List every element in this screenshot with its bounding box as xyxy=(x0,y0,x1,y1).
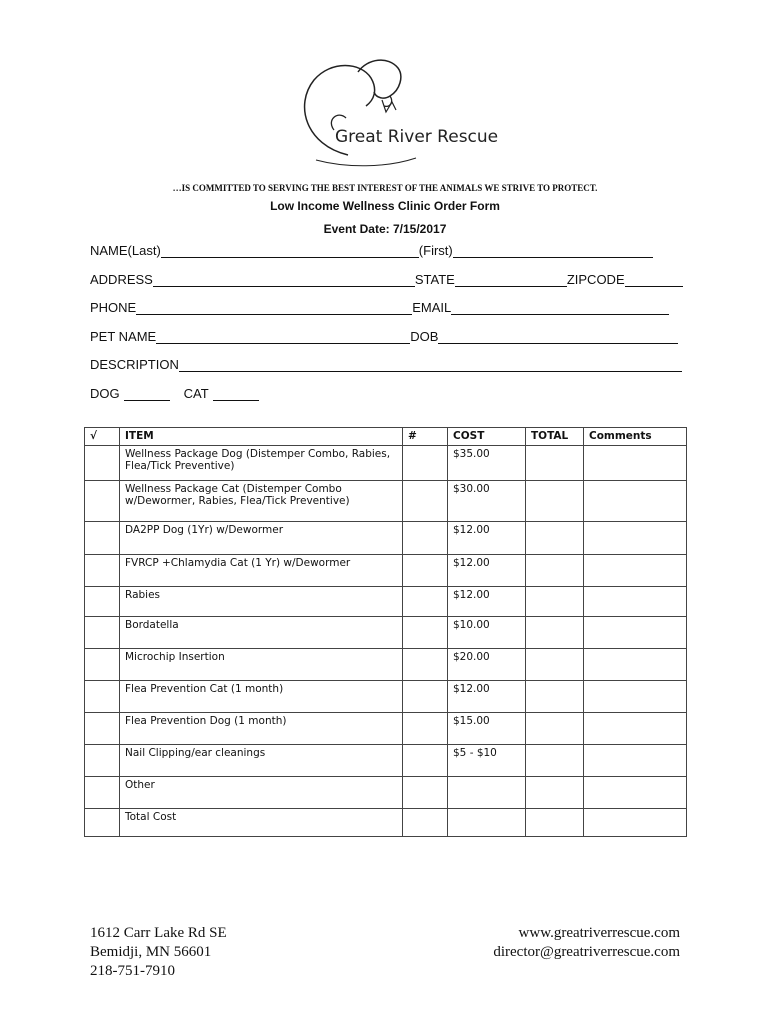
state-field[interactable] xyxy=(455,272,567,287)
cost-cell xyxy=(448,809,526,837)
col-total-header: TOTAL xyxy=(526,428,584,446)
table-row xyxy=(85,713,687,745)
check-cell[interactable] xyxy=(85,522,120,555)
comments-cell[interactable] xyxy=(584,522,687,555)
qty-cell[interactable] xyxy=(403,446,448,481)
phone-row xyxy=(90,297,669,315)
cost-cell: $12.00 xyxy=(448,555,526,587)
check-cell[interactable] xyxy=(85,777,120,809)
qty-cell[interactable] xyxy=(403,555,448,587)
address-row xyxy=(90,269,683,287)
item-cell: Nail Clipping/ear cleanings xyxy=(120,745,403,777)
dog-field[interactable] xyxy=(124,386,170,401)
table-row xyxy=(85,522,687,555)
comments-cell[interactable] xyxy=(584,777,687,809)
comments-cell[interactable] xyxy=(584,481,687,522)
total-cell[interactable] xyxy=(526,681,584,713)
email-field[interactable] xyxy=(451,300,669,315)
qty-cell[interactable] xyxy=(403,713,448,745)
table-row xyxy=(85,446,687,481)
comments-cell[interactable] xyxy=(584,809,687,837)
pet-name-row xyxy=(90,326,678,344)
item-cell: Wellness Package Dog (Distemper Combo, Rabies, Flea/Tick Preventive) xyxy=(120,446,403,481)
check-cell[interactable] xyxy=(85,481,120,522)
comments-cell[interactable] xyxy=(584,555,687,587)
dog-label: DOG xyxy=(90,386,120,401)
dob-label: DOB xyxy=(410,329,439,344)
org-name: Great River Rescue xyxy=(335,127,499,147)
qty-cell[interactable] xyxy=(403,587,448,617)
col-comments-header: Comments xyxy=(584,428,687,446)
total-cell[interactable] xyxy=(526,481,584,522)
great-river-rescue-logo xyxy=(286,50,486,170)
check-cell[interactable] xyxy=(85,649,120,681)
total-cell[interactable] xyxy=(526,713,584,745)
item-cell: DA2PP Dog (1Yr) w/Dewormer xyxy=(120,522,403,555)
check-cell[interactable] xyxy=(85,713,120,745)
col-check-header: √ xyxy=(85,428,120,446)
phone-label: PHONE xyxy=(90,300,137,315)
qty-cell[interactable] xyxy=(403,809,448,837)
qty-cell[interactable] xyxy=(403,745,448,777)
comments-cell[interactable] xyxy=(584,649,687,681)
table-header-row xyxy=(85,428,687,446)
qty-cell[interactable] xyxy=(403,681,448,713)
col-cost-header: COST xyxy=(448,428,526,446)
table-row xyxy=(85,617,687,649)
comments-cell[interactable] xyxy=(584,587,687,617)
item-cell: Flea Prevention Dog (1 month) xyxy=(120,713,403,745)
check-cell[interactable] xyxy=(85,587,120,617)
name-first-label: (First) xyxy=(418,243,453,258)
footer-email[interactable]: director@greatriverrescue.com xyxy=(493,944,680,960)
description-field[interactable] xyxy=(179,357,682,372)
qty-cell[interactable] xyxy=(403,649,448,681)
cost-cell: $15.00 xyxy=(448,713,526,745)
table-row xyxy=(85,681,687,713)
col-item-header: ITEM xyxy=(120,428,403,446)
description-row xyxy=(90,354,682,372)
zipcode-field[interactable] xyxy=(625,272,683,287)
footer-address-line1: 1612 Carr Lake Rd SE xyxy=(90,925,227,941)
item-cell: Other xyxy=(120,777,403,809)
total-cell[interactable] xyxy=(526,617,584,649)
event-date: Event Date: 7/15/2017 xyxy=(323,222,447,236)
total-cell[interactable] xyxy=(526,809,584,837)
check-cell[interactable] xyxy=(85,446,120,481)
item-cell: FVRCP +Chlamydia Cat (1 Yr) w/Dewormer xyxy=(120,555,403,587)
total-cell[interactable] xyxy=(526,555,584,587)
footer-address xyxy=(90,924,227,981)
phone-field[interactable] xyxy=(136,300,412,315)
table-row xyxy=(85,481,687,522)
item-cell: Total Cost xyxy=(120,809,403,837)
comments-cell[interactable] xyxy=(584,446,687,481)
total-cell[interactable] xyxy=(526,522,584,555)
cost-cell: $30.00 xyxy=(448,481,526,522)
cost-cell: $20.00 xyxy=(448,649,526,681)
comments-cell[interactable] xyxy=(584,681,687,713)
total-cell[interactable] xyxy=(526,649,584,681)
address-field[interactable] xyxy=(153,272,415,287)
item-cell: Flea Prevention Cat (1 month) xyxy=(120,681,403,713)
footer-phone: 218-751-7910 xyxy=(90,963,175,979)
table-row xyxy=(85,777,687,809)
cost-cell: $12.00 xyxy=(448,522,526,555)
cost-cell: $5 - $10 xyxy=(448,745,526,777)
item-cell: Bordatella xyxy=(120,617,403,649)
name-first-field[interactable] xyxy=(453,243,653,258)
cost-cell: $35.00 xyxy=(448,446,526,481)
cost-cell: $12.00 xyxy=(448,587,526,617)
table-row xyxy=(85,809,687,837)
check-cell[interactable] xyxy=(85,809,120,837)
item-cell: Microchip Insertion xyxy=(120,649,403,681)
comments-cell[interactable] xyxy=(584,745,687,777)
state-label: STATE xyxy=(414,272,455,287)
zipcode-label: ZIPCODE xyxy=(566,272,625,287)
total-cell[interactable] xyxy=(526,777,584,809)
species-row xyxy=(90,383,259,401)
comments-cell[interactable] xyxy=(584,713,687,745)
cost-cell: $10.00 xyxy=(448,617,526,649)
description-label: DESCRIPTION xyxy=(90,357,179,372)
cost-cell: $12.00 xyxy=(448,681,526,713)
qty-cell[interactable] xyxy=(403,617,448,649)
cat-field[interactable] xyxy=(213,386,259,401)
dob-field[interactable] xyxy=(438,329,678,344)
total-cell[interactable] xyxy=(526,587,584,617)
total-cell[interactable] xyxy=(526,446,584,481)
qty-cell[interactable] xyxy=(403,777,448,809)
table-row xyxy=(85,587,687,617)
footer-address-line2: Bemidji, MN 56601 xyxy=(90,944,212,960)
footer-contact xyxy=(493,924,680,962)
comments-cell[interactable] xyxy=(584,617,687,649)
total-cell[interactable] xyxy=(526,745,584,777)
order-table xyxy=(84,427,687,837)
check-cell[interactable] xyxy=(85,745,120,777)
email-label: EMAIL xyxy=(412,300,452,315)
name-last-field[interactable] xyxy=(161,243,419,258)
item-cell: Wellness Package Cat (Distemper Combo w/Dewormer, Rabies, Flea/Tick Preventive) xyxy=(120,481,403,522)
check-cell[interactable] xyxy=(85,617,120,649)
cost-cell xyxy=(448,777,526,809)
table-row xyxy=(85,745,687,777)
check-cell[interactable] xyxy=(85,555,120,587)
name-row xyxy=(90,240,653,258)
footer-website[interactable]: www.greatriverrescue.com xyxy=(518,925,680,941)
check-cell[interactable] xyxy=(85,681,120,713)
qty-cell[interactable] xyxy=(403,522,448,555)
pet-name-field[interactable] xyxy=(156,329,410,344)
table-row xyxy=(85,649,687,681)
item-cell: Rabies xyxy=(120,587,403,617)
mission-statement: …IS COMMITTED TO SERVING THE BEST INTEREST OF THE ANIMALS WE STRIVE TO PROTECT. xyxy=(172,183,598,193)
col-qty-header: # xyxy=(403,428,448,446)
address-label: ADDRESS xyxy=(90,272,153,287)
form-title: Low Income Wellness Clinic Order Form xyxy=(270,199,500,213)
qty-cell[interactable] xyxy=(403,481,448,522)
table-row xyxy=(85,555,687,587)
pet-name-label: PET NAME xyxy=(90,329,157,344)
cat-label: CAT xyxy=(183,386,209,401)
name-last-label: NAME(Last) xyxy=(90,243,161,258)
